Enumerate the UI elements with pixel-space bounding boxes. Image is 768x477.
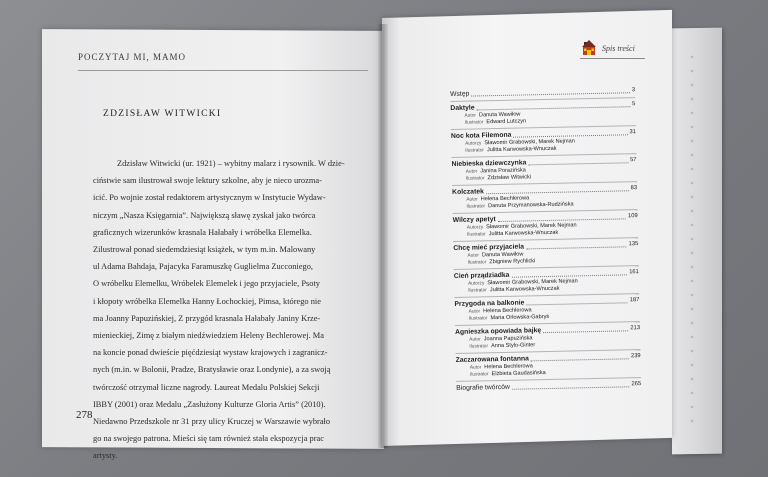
biography-line: twórczość otrzymał liczne nagrody. Laureat Medalu Polskiej Sekcji [93,382,320,392]
book-spine [378,24,388,448]
biography-line: graficznych wizerunków krasnala Hałabały i wróbelka Elemelka. [93,227,312,237]
toc-credit-name: Helena Bechlerowa [483,307,532,315]
biography-line: IBBY (2001) oraz Medalu „Zasłużony Kulturze Gloria Artis” (2010). [93,399,326,409]
toc-credit-role: Autor [467,253,480,259]
toc-credit-role: Ilustrator [466,204,486,210]
toc-credit-role: Ilustrator [468,288,487,294]
biography-line: O wróbelku Elemelku, Wróbelek Elemelek i jego przyjaciele, Psoty [93,279,320,289]
page-edge [672,28,722,455]
toc-entry-title: Wilczy apetyt [452,216,496,224]
biography-line: go na swojego patrona. Mieści się tam również stała ekspozycja prac [93,434,324,444]
biography-line: Zilustrował ponad siedemdziesiąt książek, w tym m.in. Malowany [93,245,316,255]
toc-entry [456,352,641,379]
toc-entry-page: 187 [629,297,640,304]
toc-credit-name: Danuta Wawiłow [478,111,521,119]
toc-credit-name: Zdzisław Witwicki [487,174,532,182]
toc-entry-page: 161 [629,269,639,276]
toc-entry-page: 31 [629,129,636,136]
toc-entry [453,212,638,239]
running-head: POCZYTAJ MI, MAMO [78,52,187,62]
toc-entry-title: Wstęp [450,90,470,98]
toc-entry-title: Przygoda na balkonie [454,299,525,308]
toc-credit-name: Julitta Karwowska-Wnuczak [489,285,560,294]
toc-entry-title: Zaczarowana fontanna [455,355,530,364]
biography-line: na koncie ponad dwieście pięćdziesiąt wystaw krajowych i zagranicz- [93,348,328,358]
toc-credit-name: Joanna Papuzińska [483,335,533,343]
toc-entry-title: Niebieska dziewczynka [451,159,527,168]
toc-credit-name: Sławomir Grabowski, Marek Nejman [487,278,578,287]
biography-line: i kłopoty wróbelka Elemelka Hanny Łochockiej, Pimsa, którego nie [93,296,321,306]
toc-leader-dots [512,386,630,389]
biography-line: nych (m.in. w Bolonii, Pradze, Bratysławie oraz Londynie), a za swoją [93,365,331,375]
toc-credit-name: Maria Orłowska-Gabryś [490,313,550,322]
toc-credit-role: Ilustrator [469,372,489,378]
toc-leader-dots [471,92,629,96]
toc-credit-role: Autorzy [466,225,484,231]
toc-header-label: Spis treści [602,44,635,53]
page-number: 278 [76,409,93,421]
toc-credit-name: Julitta Karwowska-Wnuczak [486,145,557,154]
toc-entry [453,240,638,267]
toc-entry-title: Chcę mieć przyjaciela [453,243,525,252]
toc-entry-page: 5 [632,101,636,108]
toc-credit-name: Janina Porazińska [480,167,526,175]
toc-entry-page: 135 [628,241,639,248]
biography-line: icić. Po wojnie został redaktorem artystycznym w Instytucie Wydaw- [93,193,326,203]
table-of-contents [450,86,641,393]
toc-entry [452,184,637,211]
running-head-rule [78,70,368,71]
biography-text [93,155,351,465]
toc-entry-page: 213 [630,325,641,332]
toc-credit-role: Ilustrator [468,316,488,322]
toc-entry-title: Biografie twórców [456,383,510,392]
toc-credit-name: Helena Bechlerowa [484,363,533,371]
toc-entry-page: 3 [631,87,636,94]
toc-credit-role: Ilustrator [467,260,487,266]
toc-entry-page: 265 [631,381,642,388]
toc-entry-title: Noc kota Filemona [450,131,512,140]
toc-credit-role: Autor [469,365,482,371]
toc-credit-name: Danuta Przymanowska-Rudzińska [488,201,574,210]
biography-line: Zdzisław Witwicki (ur. 1921) – wybitny malarz i rysownik. W dzie- [117,159,345,168]
toc-credit-name: Danuta Wawiłow [481,251,524,259]
toc-entry [451,128,636,155]
biography-line: artysty. [93,451,118,461]
toc-credit-name: Sławomir Grabowski, Marek Nejman [484,138,575,147]
toc-credit-name: Julitta Karwowska-Wnuczak [488,229,559,238]
toc-header-rule [580,58,645,59]
toc-credit-name: Helena Bechlerowa [480,195,530,203]
toc-credit-name: Zbigniew Rychlicki [489,258,536,266]
biography-line: ma Joanny Papuzińskiej, Z przygód krasnala Hałabały Janiny Krze- [93,313,321,323]
toc-credit-role: Ilustrator [469,344,489,350]
toc-entry-title: Kolczatek [452,188,484,196]
toc-credit-role: Autorzy [465,141,482,147]
toc-entry-title: Agnieszka opowiada bajkę [455,327,542,336]
toc-entry [451,156,636,183]
toc-credit-name: Sławomir Grabowski, Marek Nejman [486,222,577,231]
toc-credit-role: Autor [465,169,478,175]
house-icon [580,38,598,56]
toc-credit-role: Autor [464,113,477,119]
toc-header [580,38,648,58]
toc-credit-role: Ilustrator [466,232,486,238]
toc-entry [454,268,639,295]
toc-credit-role: Autor [466,197,478,203]
biography-line: Niedawno Przedszkole nr 31 przy ulicy Kruczej w Warszawie wybrało [93,417,331,427]
toc-entry [454,296,639,323]
toc-credit-name: Elżbieta Gaudasińska [491,370,546,378]
toc-credit-role: Ilustrator [465,148,485,154]
toc-credit-role: Autorzy [468,281,485,287]
toc-entry-page: 239 [630,353,641,360]
toc-entry-title: Daktyle [450,104,475,112]
toc-entry-page: 57 [629,157,637,164]
toc-credit-role: Autor [469,337,481,343]
biography-line: niczym „Nasza Księgarnia”. Największą sławę zyskał jako twórca [93,210,316,220]
toc-credit-role: Ilustrator [464,120,484,126]
toc-credit-name: Anna Stylo-Ginter [490,342,536,350]
biography-line: ciństwie sam ilustrował swoje lektury szkolne, aby je nieco urozma- [93,176,322,186]
toc-entry-title: Cień prządziadka [453,271,510,280]
biography-line: mienieckiej, Zimę z białym niedźwiedziem Heleny Bechlerowej. Ma [93,331,324,341]
biography-line: ul Adama Bahdaja, Pajacyka Faramuszkę Guglielma Zucconiego, [93,262,314,272]
toc-entry-page: 83 [630,185,638,192]
toc-entry-page: 109 [627,213,638,220]
toc-entry [455,324,640,351]
author-heading: ZDZISŁAW WITWICKI [103,109,222,119]
toc-credit-role: Ilustrator [465,176,485,182]
toc-credit-name: Edward Lutczyn [486,118,527,126]
toc-credit-role: Autor [468,309,481,315]
toc-entry [450,100,635,127]
page-edge-dots [688,50,696,430]
